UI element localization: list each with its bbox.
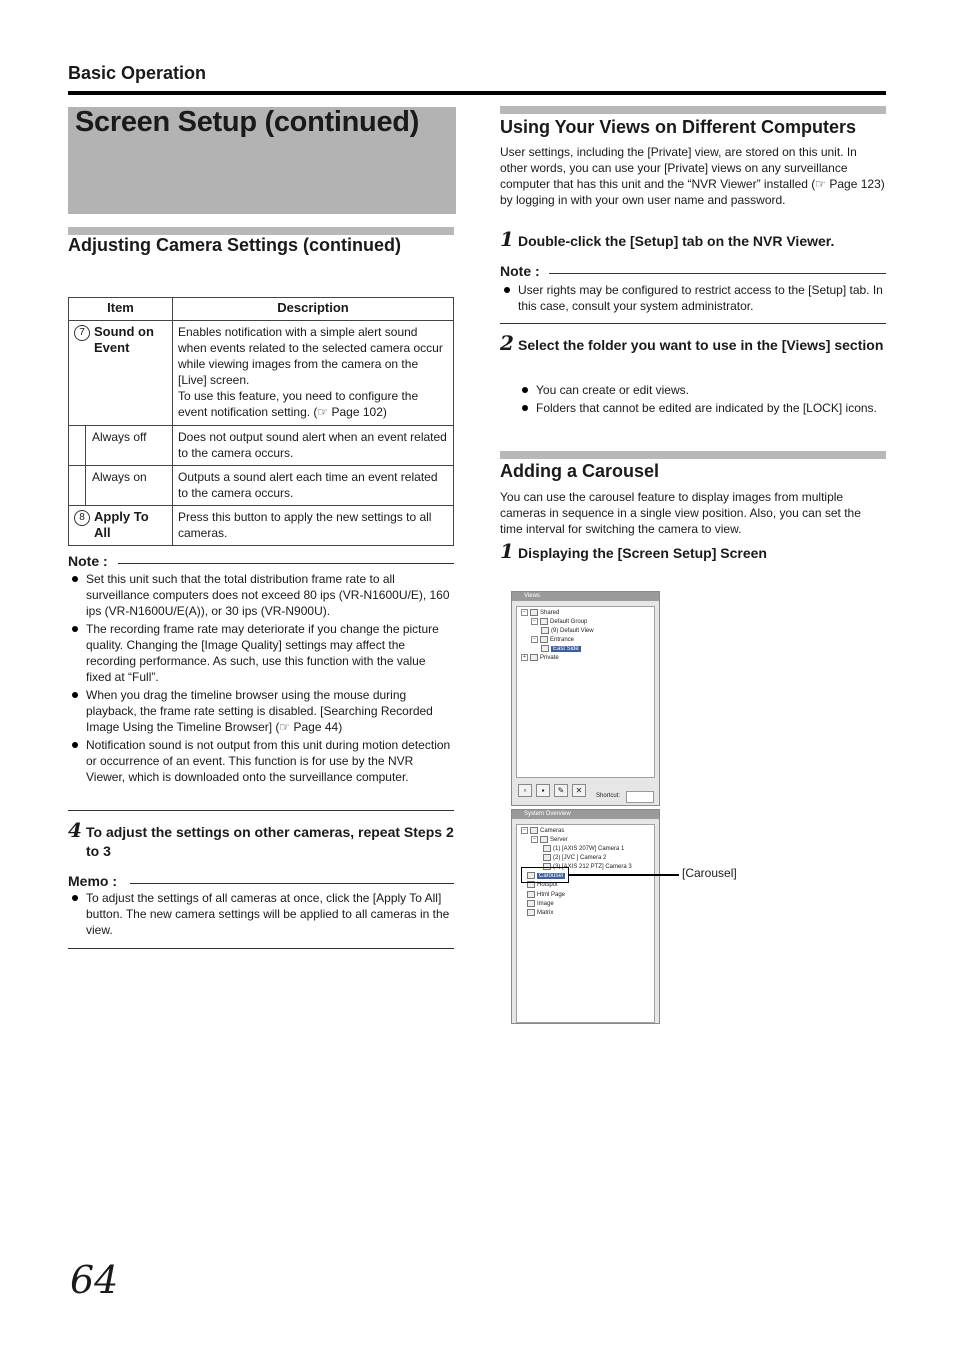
page-number: 64 [70,1258,119,1302]
list-item: Notification sound is not output from this unit during motion detection or occurrence of an event. This function is for use by the NVR Viewer, which is downloaded onto the surveillance computer. [68,737,454,785]
tree-item[interactable]: − Cameras [517,827,654,836]
tree-item[interactable]: (3) [AXIS 212 PTZ] Camera 3 [517,863,654,872]
separator [68,810,454,811]
carousel-paragraph: You can use the carousel feature to display images from multiple cameras in sequence in a single view position. Also, you can set the time interval for switching the camera to view. [500,490,861,536]
callout-box [521,867,569,883]
tree-item[interactable]: Hotspot [517,881,654,890]
item-name: Sound on Event [94,324,154,355]
sub-item-label: Always off [92,430,147,444]
step2-list [518,382,886,418]
table-row [69,426,454,466]
step-number: 4 [68,818,82,842]
section-bar [500,106,886,114]
tree-item[interactable]: − Shared [517,609,654,618]
view-icon [541,645,549,652]
list-item: User rights may be configured to restrict access to the [Setup] tab. In this case, consult your system administrator. [500,282,886,314]
item-cell [69,506,173,546]
section-header: Basic Operation [68,63,207,83]
item-cell [69,321,173,426]
views-tree [516,606,655,778]
list-item: Folders that cannot be edited are indicated by the [LOCK] icons. [518,400,886,416]
step-number: 1 [500,227,514,251]
item-name: Apply To All [94,509,149,540]
tree-item[interactable]: Html Page [517,891,654,900]
system-overview-panel [511,809,660,1024]
views-paragraph: User settings, including the [Private] view, are stored on this unit. In other words, you can use your [Private] views on any surveillance computer that has this unit and the “NVR Viewer” installed (☞ Page 123) by logging in with your own user name and password. [500,145,885,207]
step-number: 1 [500,539,514,563]
views-toolbar [518,780,590,798]
memo-rule [130,883,454,884]
overview-panel-title: System Overview [512,810,659,819]
col-item-header: Item [69,298,173,321]
tree-item-carousel[interactable]: Carousel [517,872,654,881]
carousel-title: Adding a Carousel [500,461,660,481]
folder-icon [540,618,548,625]
tree-item[interactable]: (9) Default View [517,627,654,636]
subtitle-bar [68,227,454,235]
step-text: Double-click the [Setup] tab on the NVR Viewer. [518,233,835,249]
folder-icon [540,636,548,643]
list-item: Set this unit such that the total distribution frame rate to all surveillance computers does not exceed 80 ips (VR-N1600U/E), 160 ips (VR-N1600U/E(A)), or 30 ips (VR-N900U). [68,571,454,619]
camera-icon [543,845,551,852]
list-item: To adjust the settings of all cameras at once, click the [Apply To All] button. The new camera settings will be applied to all cameras in the view. [68,890,454,938]
page-title: Screen Setup (continued) [75,106,420,138]
subtitle: Adjusting Camera Settings (continued) [68,235,402,255]
step-text: Select the folder you want to use in the [Views] section [518,337,884,353]
tree-item[interactable]: − Entrance [517,636,654,645]
sub-item-cell [69,426,173,466]
description-cell: Outputs a sound alert each time an event related to the camera occurs. [173,466,454,506]
description-cell: Enables notification with a simple alert sound when events related to the selected camera occur while viewing images from the camera on the [Live] screen. To use this feature, you need to configure the event notification setting. (☞ Page 102) [173,321,454,426]
note-list [68,571,454,787]
item-number: 7 [74,325,90,341]
settings-table [68,297,454,546]
tree-item[interactable]: East Side [517,645,654,654]
overview-tree [516,824,655,1023]
tree-item[interactable]: − Default Group [517,618,654,627]
step-text: To adjust the settings on other cameras, repeat Steps 2 to 3 [86,824,454,859]
folder-icon [530,609,538,616]
views-title: Using Your Views on Different Computers [500,117,857,137]
list-item: When you drag the timeline browser using the mouse during playback, the frame rate setting is disabled. [Searching Recorded Image Using the Timeline Browser] (☞ Page 44) [68,687,454,735]
description-cell: Press this button to apply the new settings to all cameras. [173,506,454,546]
new-folder-icon[interactable]: ▫ [518,784,532,797]
folder-icon [530,654,538,661]
tree-item[interactable]: + Private [517,654,654,663]
table-row [69,321,454,426]
tree-item[interactable]: (1) [AXIS 207W] Camera 1 [517,845,654,854]
tree-item[interactable]: Image [517,900,654,909]
views-panel [511,591,660,806]
folder-icon [530,827,538,834]
shortcut-label: Shortcut: [596,793,621,799]
matrix-icon [527,909,535,916]
edit-icon[interactable]: ✎ [554,784,568,797]
note-rule [549,273,886,274]
delete-icon[interactable]: ✕ [572,784,586,797]
table-row [69,466,454,506]
callout-line [568,874,679,876]
note-label: Note : [500,263,540,279]
note-label: Note : [68,553,108,569]
views-panel-title: Views [512,592,659,601]
camera-icon [543,854,551,861]
note-rule [118,563,454,564]
shortcut-input[interactable] [626,791,654,803]
sub-item-label: Always on [92,470,147,484]
server-icon [540,836,548,843]
separator [500,323,886,324]
separator [68,948,454,949]
note-list [500,282,886,316]
view-icon [541,627,549,634]
new-view-icon[interactable]: ▪ [536,784,550,797]
tree-item[interactable]: Matrix [517,909,654,918]
memo-list [68,890,454,940]
html-page-icon [527,891,535,898]
tree-item[interactable]: − Server [517,836,654,845]
sub-item-cell [69,466,173,506]
callout-label: [Carousel] [682,866,737,880]
list-item: The recording frame rate may deteriorate if you change the picture quality. Changing the [Image Quality] settings may affect the recording performance. As such, use this function with the value fixed at “Full”. [68,621,454,685]
image-icon [527,900,535,907]
step-number: 2 [500,331,514,355]
memo-label: Memo : [68,873,117,889]
description-cell: Does not output sound alert when an event related to the camera occurs. [173,426,454,466]
step-text: Displaying the [Screen Setup] Screen [518,545,767,561]
col-desc-header: Description [173,298,454,321]
header-rule [68,91,886,95]
item-number: 8 [74,510,90,526]
table-row [69,506,454,546]
section-bar [500,451,886,459]
tree-item[interactable]: (2) [JVC ] Camera 2 [517,854,654,863]
list-item: You can create or edit views. [518,382,886,398]
